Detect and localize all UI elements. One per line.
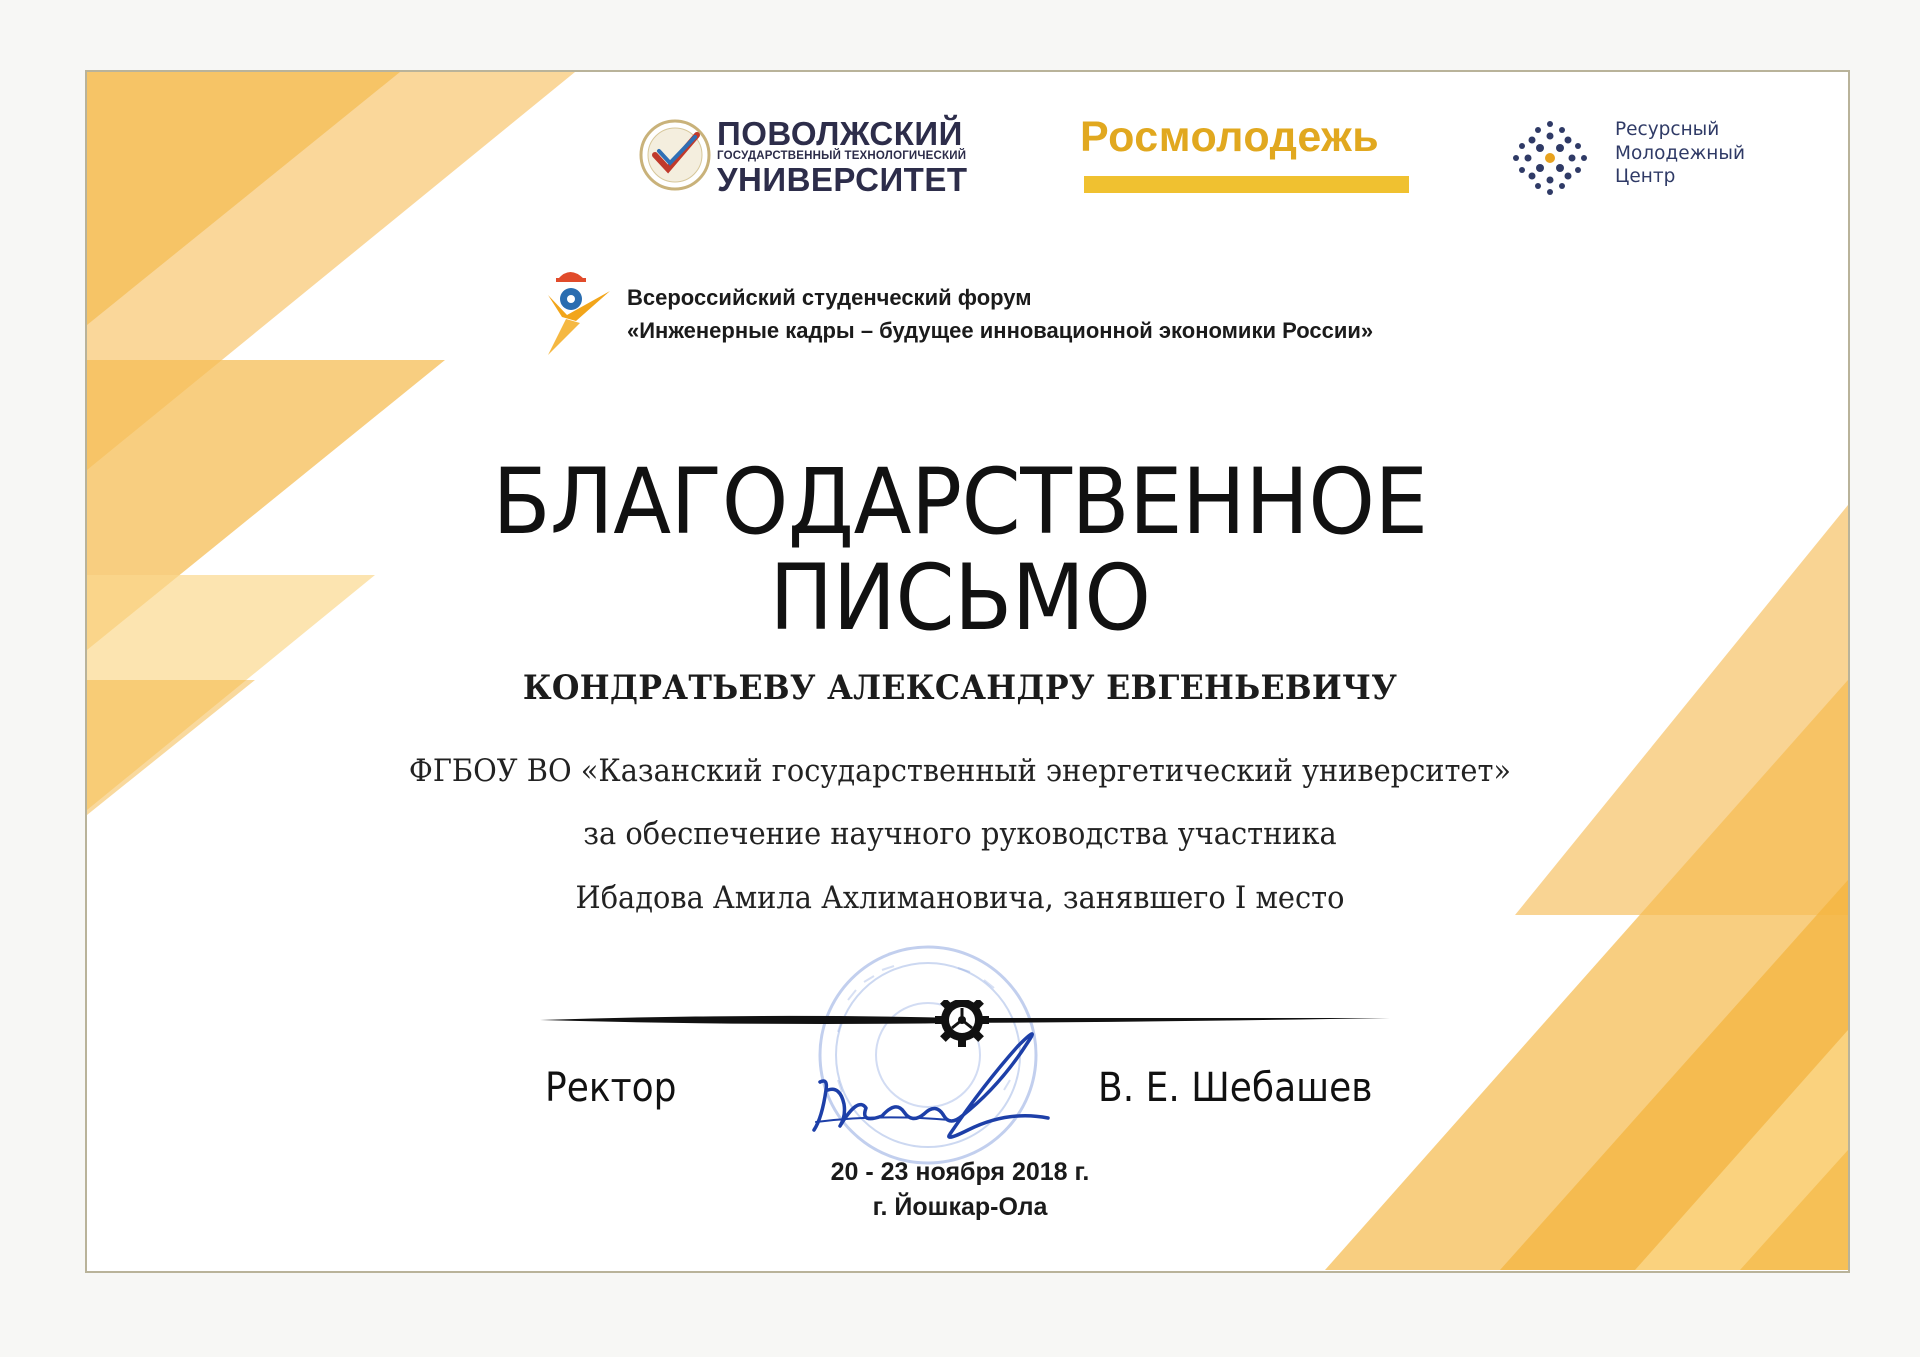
resource-center-wordmark (1615, 118, 1745, 189)
reason-line-1: за обеспечение научного руководства участника (583, 816, 1337, 852)
event-dates: 20 - 23 ноября 2018 г. (830, 1158, 1090, 1186)
signatory-name: В. Е. Шебашев (1098, 1065, 1373, 1111)
resource-center-line2: Молодежный (1615, 142, 1745, 164)
forum-engineer-icon (540, 265, 620, 365)
signatory-position: Ректор (545, 1065, 677, 1111)
forum-line1: Всероссийский студенческий форум (627, 285, 1032, 310)
title-line2: ПИСЬМО (769, 546, 1151, 651)
pgtu-line3: УНИВЕРСИТЕТ (717, 161, 968, 198)
document-title (67, 450, 1853, 651)
event-city: г. Йошкар-Ола (872, 1193, 1048, 1221)
resource-center-logo (1510, 118, 1770, 198)
handwritten-signature (800, 1020, 1060, 1160)
title-line1: БЛАГОДАРСТВЕННОЕ (492, 450, 1428, 555)
reason-line-2: Ибадова Амила Ахлимановича, занявшего I место (575, 880, 1345, 916)
rosmolodezh-bar (1084, 176, 1409, 193)
pgtu-logo (635, 115, 975, 198)
forum-header (540, 265, 1490, 365)
forum-line2: «Инженерные кадры – будущее инновационной экономики России» (627, 318, 1374, 343)
resource-center-line3: Центр (1615, 166, 1676, 187)
recipient-name: КОНДРАТЬЕВУ АЛЕКСАНДРУ ЕВГЕНЬЕВИЧУ (522, 668, 1398, 708)
recipient-organization: ФГБОУ ВО «Казанский государственный энергетический университет» (408, 753, 1512, 789)
dots-emblem-icon (1510, 118, 1590, 198)
forum-title (627, 281, 1373, 347)
pgtu-wordmark (717, 117, 968, 196)
pgtu-line1: ПОВОЛЖСКИЙ (717, 115, 963, 152)
resource-center-line1: Ресурсный (1615, 119, 1720, 140)
rosmolodezh-logo (1080, 113, 1410, 198)
pgtu-emblem-icon (635, 115, 715, 195)
rosmolodezh-wordmark: Росмолодежь (1080, 113, 1380, 161)
pgtu-line2: ГОСУДАРСТВЕННЫЙ ТЕХНОЛОГИЧЕСКИЙ (717, 150, 967, 162)
